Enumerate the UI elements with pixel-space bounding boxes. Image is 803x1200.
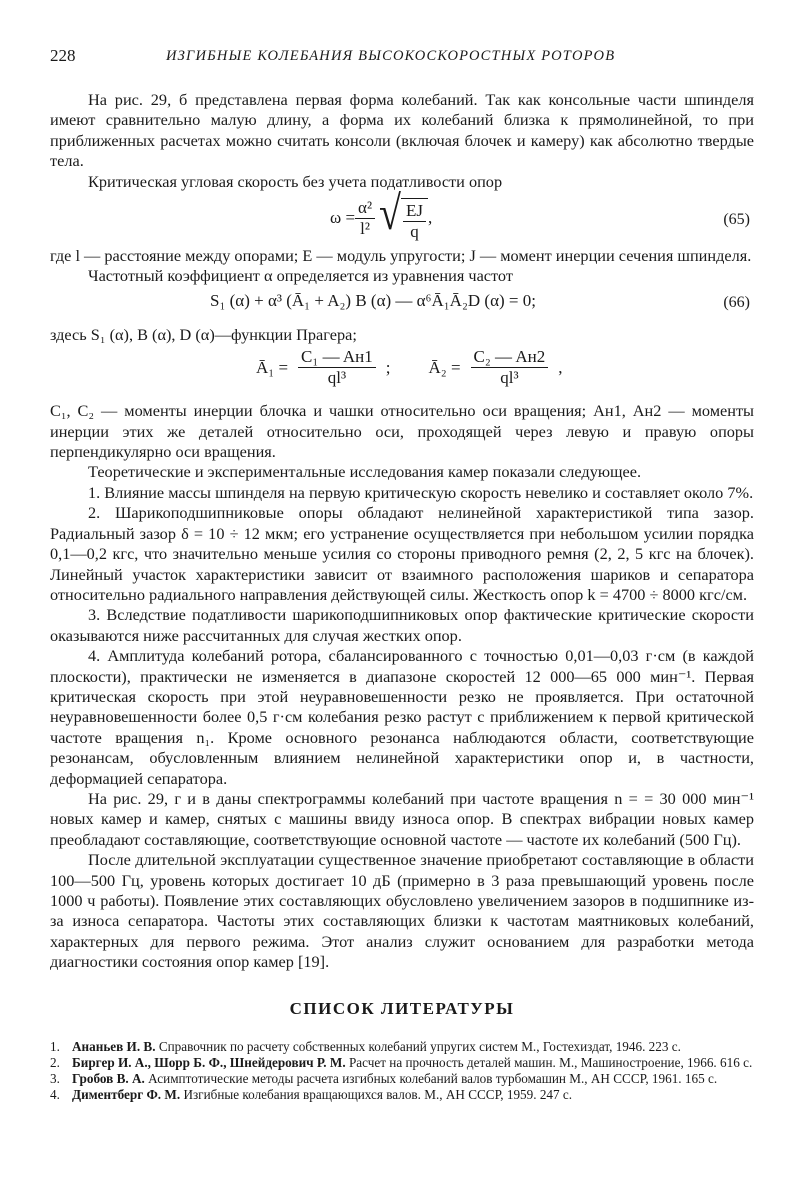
formula-punct: ; bbox=[385, 357, 391, 377]
reference-list bbox=[50, 1039, 754, 1103]
paragraph: На рис. 29, б представлена первая форма колебаний. Так как консольные части шпинделя имеют сравнительно малую длину, а форма их колебаний близка к прямолинейной, то при приближенных расчетах можно считать консоли (включая блочек и камеру) как абсолютно твердые тела. bbox=[50, 90, 754, 171]
paragraph: Критическая угловая скорость без учета податливости опор bbox=[88, 171, 503, 191]
radicand bbox=[401, 198, 428, 242]
formula-lhs: ω = bbox=[330, 207, 356, 227]
equation-number: (65) bbox=[723, 211, 750, 229]
reference-number: 3. bbox=[50, 1071, 60, 1087]
paragraph: 1. Влияние массы шпинделя на первую критическую скорость невелико и составляет около 7%. bbox=[88, 482, 754, 502]
paragraph: 2. Шарикоподшипниковые опоры обладают нелинейной характеристикой типа зазор. Радиальный зазор δ = 10 ÷ 12 мкм; его устранение осуществляется при небольшом усилии порядка 0,1—0,2 кгс, что значительно меньше усилия со стороны приводного ремня (2, 2, 5 кгс на блочек). Линейный участок характеристики зависит от взаимного расположения шариков и сепаратора относительно радиального направления действующей силы. Жесткость опор k = 4700 ÷ 8000 кгс/см. bbox=[50, 503, 754, 604]
reference-authors: Ананьев И. В. bbox=[72, 1038, 156, 1054]
reference-authors: Диментберг Ф. М. bbox=[72, 1087, 181, 1103]
paragraph: После длительной эксплуатации существенное значение приобретают составляющие в области 100—500 Гц, уровень которых достигает 10 дБ (примерно в 3 раза превышающий уровень после 1000 ч работы). Появление этих составляющих обусловлено увеличением зазоров в подшипнике из-за износа сепаратора. Частоты этих составляющих близки к частотам маятниковых колебаний, характерных для первого режима. Этот анализ служит основанием для разработки метода диагностики состояния опор камер [19]. bbox=[50, 850, 754, 972]
fraction bbox=[355, 198, 375, 239]
reference-number: 4. bbox=[50, 1087, 60, 1103]
paragraph: где l — расстояние между опорами; E — модуль упругости; J — момент инерции сечения шпинделя. bbox=[50, 246, 752, 266]
reference-number: 1. bbox=[50, 1038, 60, 1054]
formula-a-bar bbox=[50, 345, 754, 401]
square-root bbox=[379, 185, 428, 242]
equation-number: (66) bbox=[723, 293, 750, 311]
fraction-numerator: C₂ — Aн2 bbox=[471, 347, 549, 368]
fraction-numerator: C₁ — Aн1 bbox=[298, 347, 376, 368]
reference-number: 2. bbox=[50, 1054, 60, 1070]
book-page bbox=[50, 46, 754, 1103]
formula-lhs: Ā₁ = bbox=[256, 357, 289, 377]
reference-item bbox=[50, 1071, 754, 1086]
fraction-denominator: ql³ bbox=[327, 368, 347, 388]
paragraph: 3. Вследствие податливости шарикоподшипниковых опор фактические критические скорости оказываются ниже рассчитанных для случая жестких опор. bbox=[50, 605, 754, 645]
paragraph: Частотный коэффициент α определяется из уравнения частот bbox=[88, 266, 513, 286]
formula-lhs: Ā₂ = bbox=[428, 357, 461, 377]
formula-punct: , bbox=[558, 357, 563, 377]
reference-item bbox=[50, 1055, 754, 1070]
fraction-denominator: ql³ bbox=[500, 368, 519, 388]
references-heading: СПИСОК ЛИТЕРАТУРЫ bbox=[289, 998, 515, 1018]
reference-text: Расчет на прочность деталей машин. М., Машиностроение, 1966. 616 с. bbox=[348, 1054, 753, 1070]
paragraph: C₁, C₂ — моменты инерции блочка и чашки относительно оси вращения; Aн1, Aн2 — моменты инерции этих же деталей относительно оси, проходящей через левую и правую опоры перпендикулярно оси вращения. bbox=[50, 401, 754, 462]
reference-item bbox=[50, 1039, 754, 1054]
reference-item bbox=[50, 1087, 754, 1102]
formula-body: S₁ (α) + α³ (Ā₁ + A₂) B (α) — α⁶Ā₁Ā₂D (α) = 0; bbox=[210, 290, 536, 310]
fraction-denominator: l² bbox=[360, 218, 370, 238]
page-header bbox=[50, 46, 754, 72]
paragraph: На рис. 29, г и в даны спектрограммы колебаний при частоте вращения n = = 30 000 мин⁻¹ новых камер и камер, снятых с машины ввиду износа опор. В спектрах вибрации новых камер преобладают составляющие, соответствующие основной частоте — частоте их колебаний (500 Гц). bbox=[50, 788, 754, 849]
fraction-numerator: α² bbox=[355, 198, 375, 219]
formula-66 bbox=[50, 287, 754, 325]
fraction bbox=[471, 347, 549, 388]
reference-authors: Гробов В. А. bbox=[72, 1071, 145, 1087]
formula-65 bbox=[50, 185, 754, 246]
reference-authors: Биргер И. А., Шорр Б. Ф., Шнейдерович Р. М. bbox=[72, 1054, 346, 1070]
fraction bbox=[298, 347, 376, 388]
radicand-numerator: EJ bbox=[403, 201, 426, 222]
page-number: 228 bbox=[50, 46, 76, 65]
radicand-denominator: q bbox=[410, 222, 419, 242]
reference-text: Изгибные колебания вращающихся валов. М., АН СССР, 1959. 247 с. bbox=[183, 1087, 573, 1103]
paragraph: здесь S₁ (α), B (α), D (α)—функции Прагера; bbox=[50, 324, 357, 344]
main-text bbox=[50, 90, 754, 973]
paragraph: Теоретические и экспериментальные исследования камер показали следующее. bbox=[88, 462, 642, 482]
reference-text: Справочник по расчету собственных колебаний упругих систем М., Гостехиздат, 1946. 223 с. bbox=[158, 1038, 681, 1054]
reference-text: Асимптотические методы расчета изгибных колебаний валов турбомашин М., АН СССР, 1961. 165 с. bbox=[148, 1071, 718, 1087]
formula-punct: , bbox=[428, 207, 433, 227]
radical-sign: √ bbox=[379, 185, 401, 240]
paragraph: 4. Амплитуда колебаний ротора, сбалансированного с точностью 0,01—0,03 г·см (в каждой плоскости), практически не изменяется в диапазоне скоростей 12 000—65 000 мин⁻¹. Первая критическая скорость при этой неуравновешенности резко не проявляется. При остаточной неуравновешенности более 0,5 г·см колебания резко растут с приближением к первой критической частоте вращения n₁. Кроме основного резонанса наблюдаются области, соответствующие резонансам, обусловленным влиянием нелинейной характеристики опор и, в частности, деформацией сепаратора. bbox=[50, 646, 754, 788]
running-title: ИЗГИБНЫЕ КОЛЕБАНИЯ ВЫСОКОСКОРОСТНЫХ РОТОРОВ bbox=[166, 48, 616, 64]
